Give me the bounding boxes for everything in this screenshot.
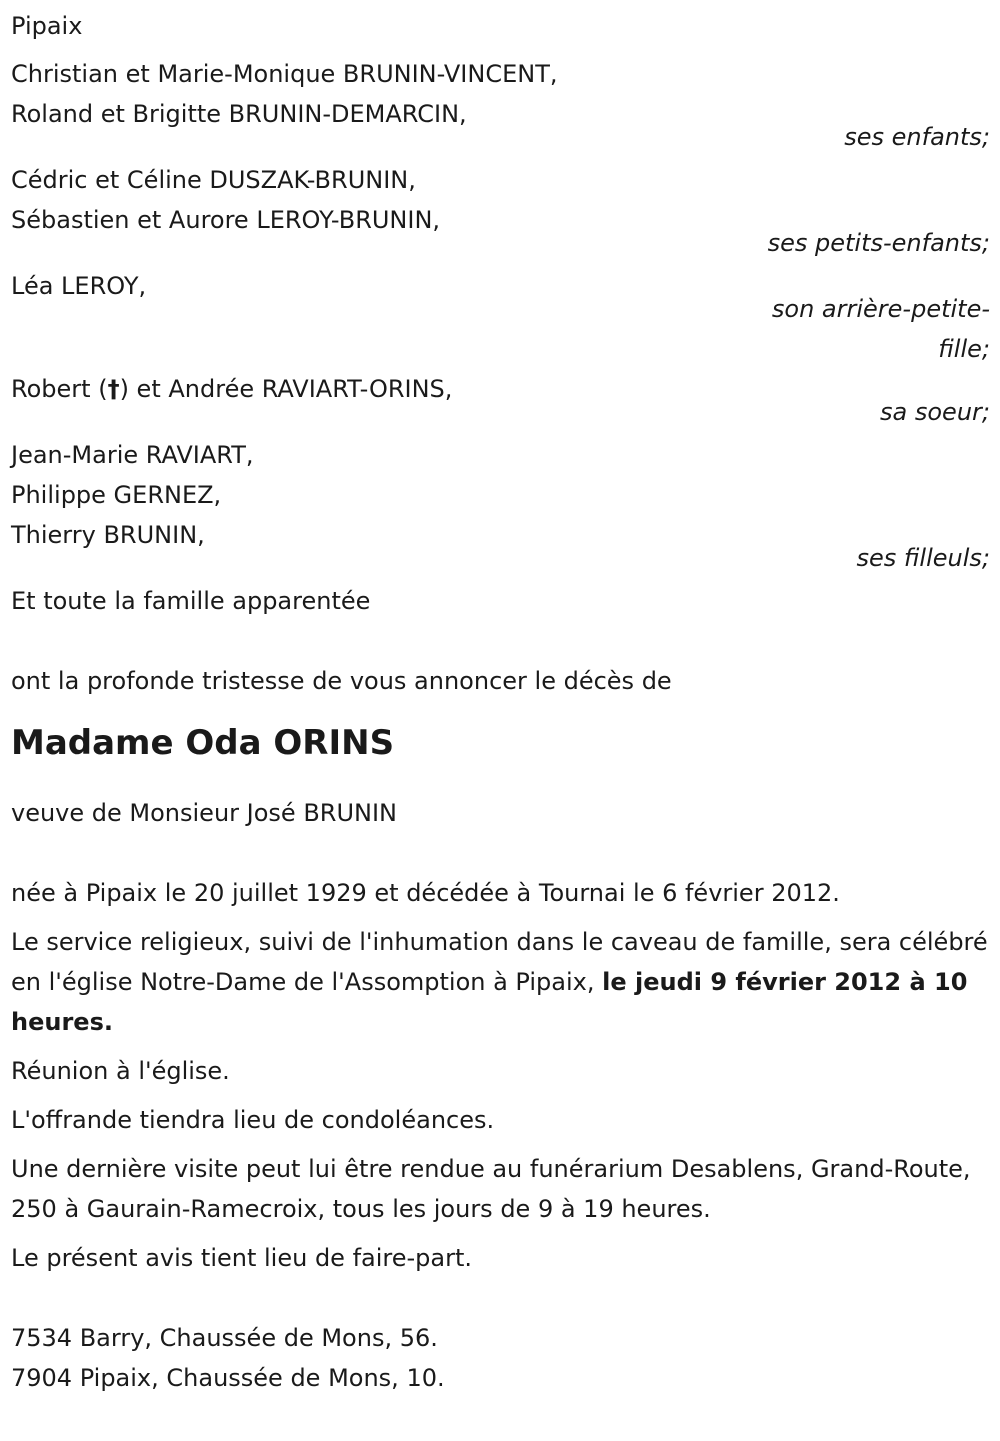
address-line: 7904 Pipaix, Chaussée de Mons, 10. (11, 1364, 445, 1392)
child-name: Roland et Brigitte BRUNIN-DEMARCIN, (11, 100, 467, 128)
birth-death-text: née à Pipaix le 20 juillet 1929 et décédée à Tournai le 6 février 2012. (11, 879, 840, 907)
grandchildren-role: ses petits-enfants; (767, 229, 990, 257)
address-line: 7534 Barry, Chaussée de Mons, 56. (11, 1324, 438, 1352)
godchild-name: Jean-Marie RAVIART, (11, 441, 254, 469)
sister-role: sa soeur; (880, 398, 990, 426)
service-description: Le service religieux, suivi de l'inhumation dans le caveau de famille, sera célébré en l'église Notre-Dame de l'Assomption à Pipaix, (11, 928, 988, 996)
extended-family: Et toute la famille apparentée (11, 587, 371, 615)
notice-text: Le présent avis tient lieu de faire-part. (11, 1244, 473, 1272)
meeting-text: Réunion à l'église. (11, 1057, 230, 1085)
offering-text: L'offrande tiendra lieu de condoléances. (11, 1106, 495, 1134)
godchild-name: Thierry BRUNIN, (11, 521, 205, 549)
deceased-name: Madame Oda ORINS (11, 723, 395, 763)
godchildren-role: ses filleuls; (856, 544, 990, 572)
visit-text: Une dernière visite peut lui être rendue au funérarium Desablens, Grand-Route, 250 à Gaurain-Ramecroix, tous les jours de 9 à 19 heures. (11, 1155, 971, 1223)
location-heading: Pipaix (11, 12, 83, 40)
announcement-intro: ont la profonde tristesse de vous annoncer le décès de (11, 667, 672, 695)
children-role: ses enfants; (844, 123, 990, 151)
service-datetime: le jeudi 9 février 2012 à 10 heures. (11, 968, 968, 1036)
great-grandchild-role-line2: fille; (938, 335, 990, 363)
sister-name-part1: Robert ( (11, 375, 108, 403)
great-grandchild-name: Léa LEROY, (11, 272, 147, 300)
widow-of: veuve de Monsieur José BRUNIN (11, 799, 398, 827)
sister-name-part2: ) et Andrée RAVIART-ORINS, (119, 375, 453, 403)
child-name: Christian et Marie-Monique BRUNIN-VINCENT, (11, 60, 558, 88)
godchild-name: Philippe GERNEZ, (11, 481, 222, 509)
service-text (11, 922, 990, 1042)
great-grandchild-role-line1: son arrière-petite- (771, 295, 990, 323)
cross-icon: † (107, 375, 120, 403)
grandchild-name: Cédric et Céline DUSZAK-BRUNIN, (11, 166, 416, 194)
grandchild-name: Sébastien et Aurore LEROY-BRUNIN, (11, 206, 441, 234)
